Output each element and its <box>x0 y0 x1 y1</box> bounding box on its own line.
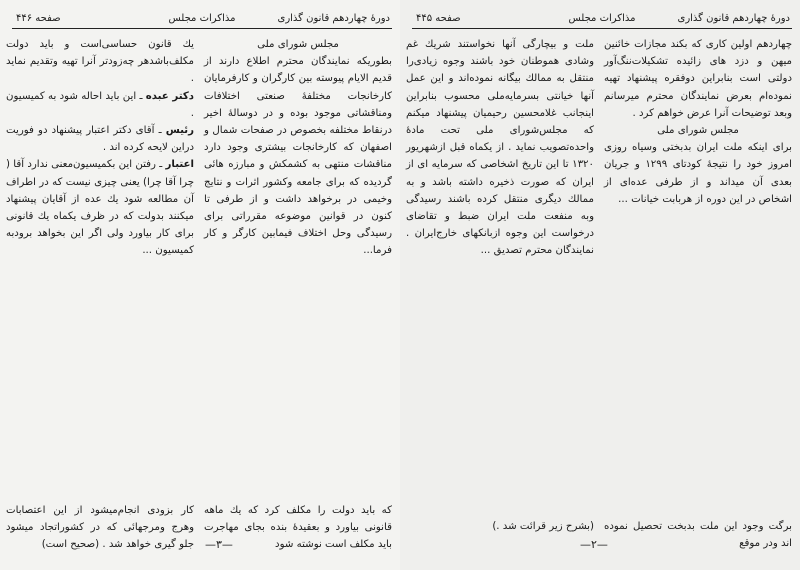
left-column <box>6 36 194 260</box>
paragraph: بطوریکه نمایندگان محترم اطلاع دارند از قدیم الایام پیوسته بین کارگران و کارفرمایان کارخانجات مختلفهٔ صنعتی اختلافات ومناقشاتی موجود بوده و در دوسالهٔ اخیر درنقاط مختلفه بخصوص در صفحات شمال و اصفهان که کارخانجات بیشتری وجود دارد مناقشات منتهی به کشمکش و مبارزه هائی گردیده که برای جامعه وکشور اثرات و نتایج وخیمی در برخواهد داشت و از طرفی تا کنون در قوانین موضوعه مقرراتی برای رسیدگی وحل اختلاف فیمابین کارگر و کار فرما... <box>204 56 392 257</box>
speech <box>6 156 194 259</box>
speech-text: ـ رفتن این بکمیسیون‌معنی ندارد آقا ( چرا آقا چرا) یعنی چیزی نیست که در اطراف آن مطالعه شود یك عده از آقایان پیشنهاد میکنند بدولت که در ظرف یکماه یك قانونی برای کار بیاورد ولی اگر این بخواهد برودبه کمیسیون ... <box>6 159 194 257</box>
header-title: دورهٔ چهاردهم قانون گذاری <box>277 13 390 24</box>
page-number: —٣— <box>205 538 233 551</box>
speech <box>6 122 194 156</box>
header-title: دورهٔ چهاردهم قانون گذاری <box>677 13 790 24</box>
page-header <box>12 10 392 29</box>
footer-line-left: (بشرح زیر قرائت شد .) <box>492 521 594 532</box>
paragraph: یك قانون حساسی‌است و باید دولت مکلف‌باشدهر چه‌زودتر آنرا تهیه وتقدیم نماید . <box>6 39 194 85</box>
speaker: دکتر عبده <box>145 90 194 102</box>
page-number: —٢— <box>580 538 608 551</box>
right-column <box>604 36 792 208</box>
speech <box>6 88 194 122</box>
right-column <box>204 36 392 260</box>
left-column <box>406 36 594 260</box>
header-page-number: صفحه ۴۴۵ <box>416 13 461 24</box>
header-page-number: صفحه ۴۴۶ <box>16 13 61 24</box>
speech-text: ـ این باید احاله شود به کمیسیون . <box>6 90 194 119</box>
header-center: مذاکرات مجلس <box>168 13 236 24</box>
paragraph: برای اینکه ملت ایران بدبختی وسیاه روزی امروز خود را نتیجهٔ کودتای ۱۲۹۹ و جریان بعدی آن میداند و از طرفی عده‌ای از اشخاص در این دوره از هربابت خیانات ... <box>604 142 792 205</box>
section-heading: مجلس شورای ملی <box>657 125 739 137</box>
footer-line-left: کار بزودی انجام‌میشود از این اعتصابات وهرج ومرجهائی که در کشوراتجاد میشود جلو گیری خواهد شد . (صحیح است) <box>6 505 194 551</box>
paragraph: ملت و بیچارگی آنها نخواستند شریك غم وشادی هموطنان خود باشند وجوه زیادی‌را منتقل به ممالك بیگانه نموده‌اند و این عمل آنها خیانتی بسرمایه‌ملی محسوب بنابراین اینجانب غلامحسین رحیمیان پیشنهاد میکنم که مجلس‌شورای ملی تحت مادهٔ واحده‌تصویب نماید . از یکماه قبل ازشهریور ۱۳۲۰ تا این تاریخ اشخاصی که سرمایه ای از ایران که صورت ذخیره داشته باشد و به ممالك دیگری منتقل کرده باشند رسیدگی وبه منفعت ملت ایران ضبط و تقاضای درخواست این وجوه ازبانکهای خارج‌ایران . نمایندگان محترم تصدیق ... <box>406 39 594 257</box>
speaker: رئیس <box>165 125 194 137</box>
speech-text: ـ آقای دکتر اعتبار پیشنهاد دو فوریت دراین لایحه کرده اند . <box>6 125 194 154</box>
header-center: مذاکرات مجلس <box>568 13 636 24</box>
right-page <box>400 0 800 570</box>
speaker: اعتبار <box>165 159 194 171</box>
footer-line-right: که باید دولت را مکلف کرد که یك ماهه قانونی بیاورد و بعقیدهٔ بنده بجای مهاجرت باید مکلف است نوشته شود <box>204 505 392 551</box>
page-header <box>412 10 792 29</box>
section-heading: مجلس شورای ملی <box>257 39 339 50</box>
paragraph: چهاردهم اولین کاری که بکند مجازات خائنین میهن و دزد های زائیده تشکیلات‌ننگ‌آور دولتی است بنابراین دوفقره پیشنهاد تهیه نموده‌ام بعرض نمایندگان محترم میرسانم وبعد توضیحات آنرا عرض خواهم کرد . <box>604 39 792 119</box>
footer-line-right: برگت وجود این ملت بدبخت تحصیل نموده اند ودر موقع <box>604 521 792 550</box>
